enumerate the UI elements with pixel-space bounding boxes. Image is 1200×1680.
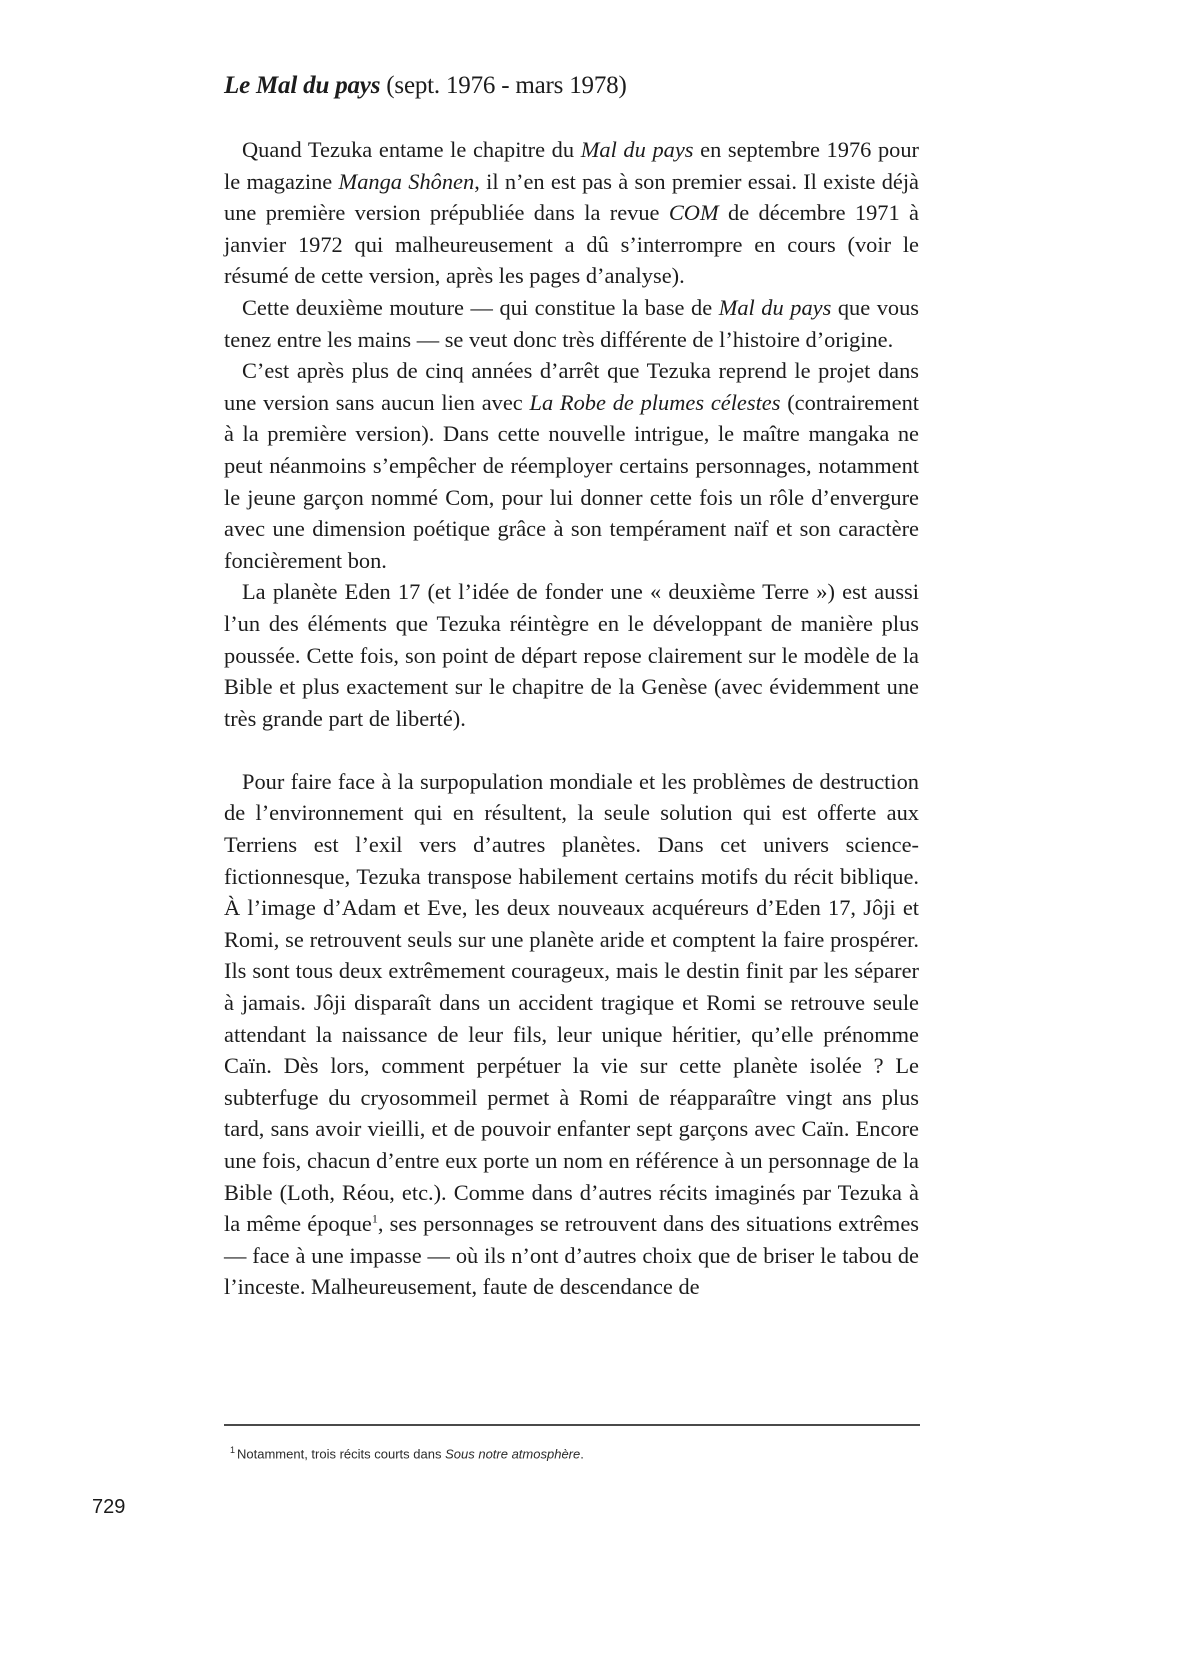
page-number: 729 [92, 1496, 126, 1518]
text-run: Cette deuxième mouture — qui constitue la base de [242, 294, 719, 320]
footnote-divider [224, 1424, 920, 1426]
footnote-text: Notamment, trois récits courts dans [237, 1446, 446, 1462]
paragraph [224, 766, 919, 1303]
text-run: Quand Tezuka entame le chapitre du [242, 137, 581, 162]
italic-title: Manga Shônen [338, 168, 475, 194]
text-run: , il n’en est pas à son premier essai. Il existe déjà une première version prépubliée dans la revue [224, 168, 919, 226]
footnote-italic-title: Sous notre atmosphère [445, 1446, 581, 1462]
paragraph [224, 576, 919, 734]
footnote-reference: 1 [371, 1211, 378, 1226]
footnote-marker: 1 [230, 1445, 236, 1455]
footnote [230, 1440, 920, 1464]
paragraph [224, 292, 919, 355]
italic-title: Mal du pays [718, 294, 832, 320]
text-run: que vous tenez entre les mains — se veut donc très différente de l’histoire d’origine. [224, 294, 920, 352]
text-run: de décembre 1971 à janvier 1972 qui malheureusement a dû s’interrompre en cours (voir le résumé de cette version, après les pages d’analyse). [224, 200, 919, 289]
text-run: Pour faire face à la surpopulation mondiale et les problèmes de destruction de l’environnement qui en résultent, la seule solution qui est offerte aux Terriens est l’exil vers d’autres planètes. Dans cet univers science-fictionnesque, Tezuka transpose habilement certains motifs du récit biblique. À l’image d’Adam et Eve, les deux nouveaux acquéreurs d’Eden 17, Jôji et Romi, se retrouvent seuls sur une planète aride et comptent la faire prospérer. Ils sont tous deux extrêmement courageux, mais le destin finit par les séparer à jamais. Jôji disparaît dans un accident tragique et Romi se retrouve seule attendant la naissance de leur fils, leur unique héritier, qu’elle prénomme Caïn. Dès lors, comment perpétuer la vie sur cette planète isolée ? Le subterfuge du cryosommeil permet à Romi de réapparaître vingt ans plus tard, sans avoir vieilli, et de pouvoir enfanter sept garçons avec Caïn. Encore une fois, chacun d’entre eux porte un nom en référence à un personnage de la Bible (Loth, Réou, etc.). Comme dans d’autres récits imaginés par Tezuka à la même époque [224, 768, 919, 1237]
section-date-range: (sept. 1976 - mars 1978) [380, 72, 627, 99]
section-title: Le Mal du pays [224, 72, 381, 99]
paragraph [224, 355, 919, 576]
paragraph [224, 134, 919, 292]
text-run: C’est après plus de cinq années d’arrêt que Tezuka reprend le projet dans une version sans aucun lien avec [224, 358, 919, 415]
italic-title: COM [668, 200, 719, 226]
body-text [224, 134, 919, 1303]
italic-title: La Robe de plumes célestes [529, 389, 781, 415]
text-run: (contrairement à la première version). Dans cette nouvelle intrigue, le maître mangaka ne peut néanmoins s’empêcher de réemployer certains personnages, notamment le jeune garçon nommé Com, pour lui donner cette fois un rôle d’envergure avec une dimension poétique grâce à son tempérament naïf et son caractère foncièrement bon. [224, 389, 919, 573]
text-run: , ses personnages se retrouvent dans des situations extrêmes — face à une impasse — où ils n’ont d’autres choix que de briser le tabou de l’inceste. Malheureusement, faute de descendance de [224, 1211, 919, 1300]
text-run: La planète Eden 17 (et l’idée de fonder une « deuxième Terre ») est aussi l’un des éléments que Tezuka réintègre en le développant de manière plus poussée. Cette fois, son point de départ repose clairement sur le modèle de la Bible et plus exactement sur le chapitre de la Genèse (avec évidemment une très grande part de liberté). [224, 579, 919, 731]
italic-title: Mal du pays [580, 137, 694, 162]
footnote-text-end: . [580, 1446, 584, 1462]
text-run: en septembre 1976 pour le magazine [224, 137, 920, 194]
section-heading [224, 68, 924, 104]
